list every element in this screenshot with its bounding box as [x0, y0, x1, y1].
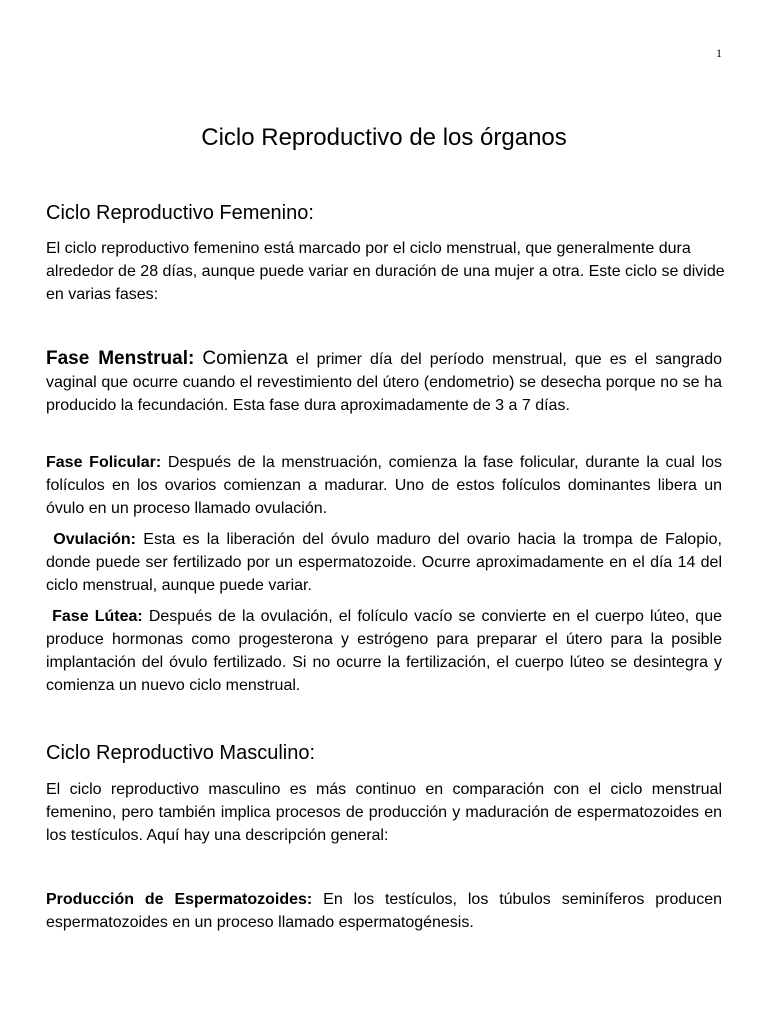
sperm-production-term: Producción de Espermatozoides: [46, 891, 313, 908]
phase-ovulation-term: Ovulación: [53, 531, 136, 548]
phase-menstrual-text: el primer día del período menstrual, que es el sangrado vaginal que ocurre cuando el revestimiento del útero (endometrio) se desecha porque no se ha producido la fecundación. Esta fase dura aproximadamente de 3 a 7 días. [46, 351, 722, 414]
page-number: 1 [716, 46, 722, 60]
male-intro-paragraph: El ciclo reproductivo masculino es más continuo en comparación con el ciclo menstrual femenino, pero también implica procesos de producción y maduración de espermatozoides en los testículos. Aquí hay una descripción general: [46, 781, 722, 844]
phase-menstrual-paragraph [46, 347, 722, 417]
phase-follicular-paragraph [46, 451, 722, 520]
phase-follicular-text: Después de la menstruación, comienza la fase folicular, durante la cual los folículos en los ovarios comienzan a madurar. Uno de estos folículos dominantes libera un óvulo en un proceso llamado ovulación. [46, 454, 722, 517]
phase-ovulation-paragraph [46, 528, 722, 597]
female-section-heading: Ciclo Reproductivo Femenino: [46, 202, 314, 224]
sperm-production-text: En los testículos, los túbulos seminíferos producen espermatozoides en un proceso llamado espermatogénesis. [46, 891, 722, 931]
female-intro-paragraph: El ciclo reproductivo femenino está marcado por el ciclo menstrual, que generalmente dura alrededor de 28 días, aunque puede variar en duración de una mujer a otra. Este ciclo se divide en varias fases: [46, 240, 725, 303]
document-title: Ciclo Reproductivo de los órganos [201, 124, 567, 151]
phase-follicular-term: Fase Folicular: [46, 454, 162, 471]
phase-menstrual-term: Fase Menstrual: [46, 348, 195, 369]
sperm-production-paragraph [46, 888, 722, 934]
phase-ovulation-text: Esta es la liberación del óvulo maduro del ovario hacia la trompa de Falopio, donde puede ser fertilizado por un espermatozoide. Ocurre aproximadamente en el día 14 del ciclo menstrual, aunque puede variar. [46, 531, 722, 594]
phase-luteal-term: Fase Lútea: [52, 608, 143, 625]
phase-menstrual-lead: Comienza [202, 348, 288, 369]
male-section-heading: Ciclo Reproductivo Masculino: [46, 742, 316, 764]
phase-luteal-paragraph [46, 605, 722, 697]
phase-luteal-text: Después de la ovulación, el folículo vacío se convierte en el cuerpo lúteo, que produce hormonas como progesterona y estrógeno para preparar el útero para la posible implantación del óvulo fertilizado. Si no ocurre la fertilización, el cuerpo lúteo se desintegra y comienza un nuevo ciclo menstrual. [46, 608, 723, 694]
